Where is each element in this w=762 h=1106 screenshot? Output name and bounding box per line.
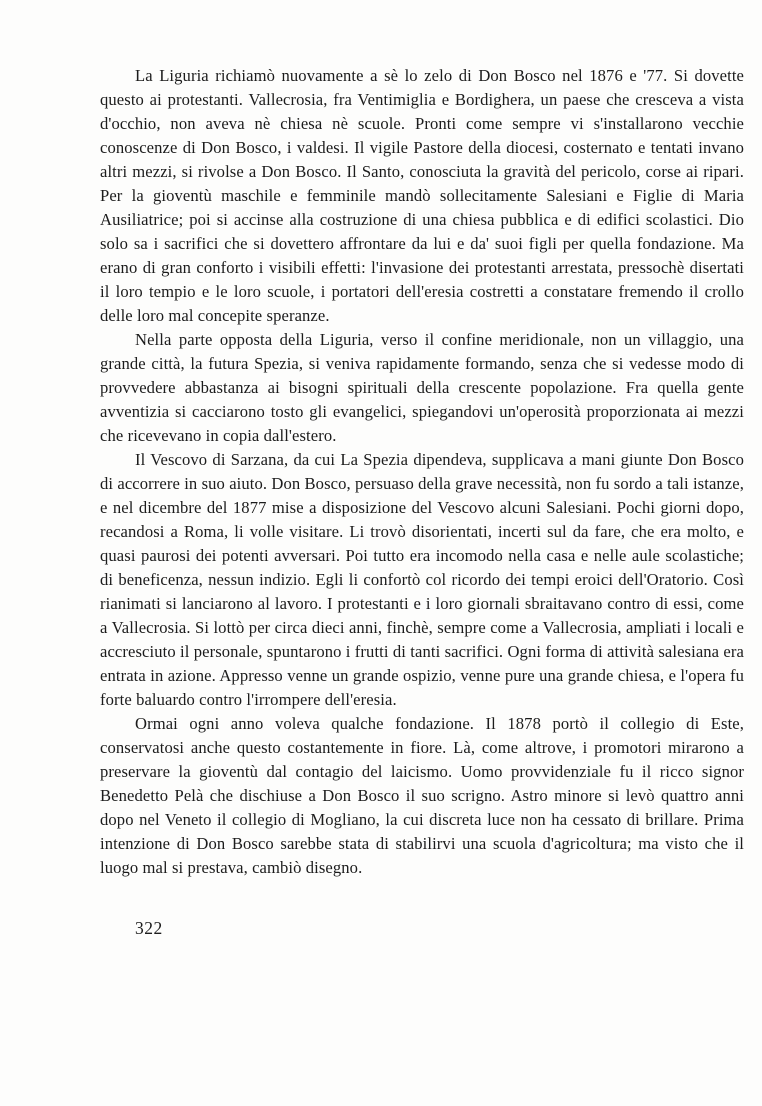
paragraph-2: Nella parte opposta della Liguria, verso il confine meridionale, non un villaggio, una grande città, la futura Spezia, si veniva rapidamente formando, senza che si vedesse modo di provvedere abbastanza ai bisogni spirituali della crescente popolazione. Fra quella gente avventizia si cacciarono tosto gli evangelici, spiegandovi un'operosità proporzionata ai mezzi che ricevevano in copia dall'estero. xyxy=(100,330,744,445)
paragraph-1: La Liguria richiamò nuovamente a sè lo zelo di Don Bosco nel 1876 e '77. Si dovette questo ai protestanti. Vallecrosia, fra Ventimiglia e Bordighera, un paese che cresceva a vista d'occhio, non aveva nè chiesa nè scuole. Pronti come sempre vi s'installarono vecchie conoscenze di Don Bosco, i valdesi. Il vigile Pastore della diocesi, costernato e tentati invano altri mezzi, si rivolse a Don Bosco. Il Santo, conosciuta la gravità del pericolo, corse ai ripari. Per la gioventù maschile e femminile mandò sollecitamente Salesiani e Figlie di Maria Ausiliatrice; poi si accinse alla costruzione di una chiesa pubblica e di edifici scolastici. Dio solo sa i sacrifici che si dovettero affrontare da lui e da' suoi figli per quella fondazione. Ma erano di gran conforto i visibili effetti: l'invasione dei protestanti arrestata, pressochè disertati il loro tempio e le loro scuole, i portatori dell'eresia costretti a constatare fremendo il crollo delle loro mal concepite speranze. xyxy=(100,66,744,325)
paragraph-4: Ormai ogni anno voleva qualche fondazione. Il 1878 portò il collegio di Este, conservatosi anche questo costantemente in fiore. Là, come altrove, i promotori mirarono a preservare la gioventù dal contagio del laicismo. Uomo provvidenziale fu il ricco signor Benedetto Pelà che dischiuse a Don Bosco il suo scrigno. Astro minore si levò quattro anni dopo nel Veneto il collegio di Mogliano, la cui discreta luce non ha cessato di brillare. Prima intenzione di Don Bosco sarebbe stata di stabilirvi una scuola d'agricoltura; ma visto che il luogo mal si prestava, cambiò disegno. xyxy=(100,714,744,877)
page-number: 322 xyxy=(135,918,163,938)
body-text xyxy=(100,64,744,880)
paragraph-3: Il Vescovo di Sarzana, da cui La Spezia dipendeva, supplicava a mani giunte Don Bosco di accorrere in suo aiuto. Don Bosco, persuaso della grave necessità, non fu sordo a tali istanze, e nel dicembre del 1877 mise a disposizione del Vescovo alcuni Salesiani. Pochi giorni dopo, recandosi a Roma, li volle visitare. Li trovò disorientati, incerti sul da fare, che era molto, e quasi paurosi dei potenti avversari. Poi tutto era incomodo nella casa e nelle aule scolastiche; di beneficenza, nessun indizio. Egli li confortò col ricordo dei tempi eroici dell'Oratorio. Così rianimati si lanciarono al lavoro. I protestanti e i loro giornali sbraitavano contro di essi, come a Vallecrosia. Si lottò per circa dieci anni, finchè, sempre come a Vallecrosia, ampliati i locali e accresciuto il personale, spuntarono i frutti di tanti sacrifici. Ogni forma di attività salesiana era entrata in azione. Appresso venne un grande ospizio, venne pure una grande chiesa, e l'opera fu forte baluardo contro l'irrompere dell'eresia. xyxy=(100,450,744,709)
